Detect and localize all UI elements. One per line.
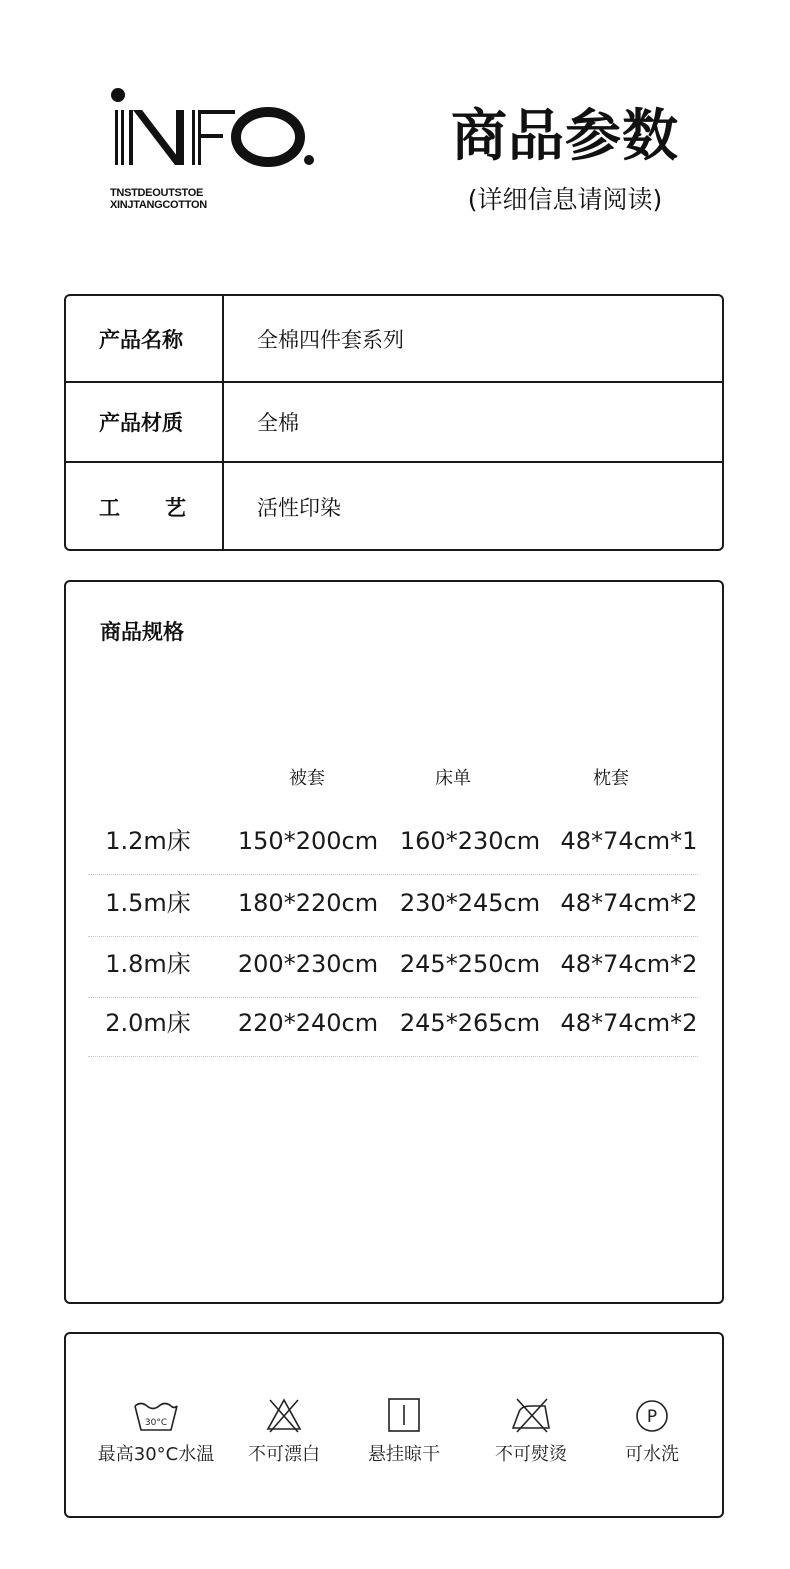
wash-30-icon — [132, 1400, 180, 1434]
p-letter: P — [646, 1407, 658, 1427]
info-value: 全棉 — [257, 411, 299, 435]
info-value: 全棉四件套系列 — [257, 327, 404, 352]
care-label: 悬挂晾干 — [368, 1444, 440, 1465]
spec-duvet: 220*240cm — [237, 1009, 379, 1037]
care-label: 不可漂白 — [248, 1444, 320, 1465]
care-item-washable — [587, 1390, 717, 1466]
wash-temp-text: 30°C — [144, 1418, 168, 1428]
logo-sub-line-2: XINJTANGCOTTON — [110, 199, 207, 211]
care-item-wash — [91, 1390, 221, 1466]
info-row-material — [66, 383, 722, 463]
care-instructions-panel — [64, 1332, 724, 1518]
column-header-sheet: 床单 — [435, 768, 471, 789]
spec-sheet: 245*250cm — [399, 950, 541, 978]
column-header-duvet: 被套 — [289, 768, 325, 789]
spec-pillow: 48*74cm*2 — [560, 1009, 698, 1037]
info-label-part: 艺 — [165, 496, 186, 520]
page-title: 商品参数 — [451, 104, 679, 169]
care-item-no-bleach — [219, 1390, 349, 1466]
column-header-pillow: 枕套 — [593, 768, 629, 789]
spec-row — [88, 814, 698, 875]
info-label-part: 工 — [99, 496, 120, 520]
page-subtitle: (详细信息请阅读) — [467, 185, 663, 214]
logo-subtext — [110, 187, 207, 211]
spec-pillow: 48*74cm*1 — [560, 827, 698, 855]
spec-sheet: 245*265cm — [399, 1009, 541, 1037]
no-bleach-icon — [264, 1396, 304, 1434]
spec-duvet: 180*220cm — [237, 889, 379, 917]
brand-logo — [110, 86, 320, 216]
logo-sub-line-1: TNSTDEOUTSTOE — [110, 187, 204, 199]
care-item-hang-dry — [339, 1390, 469, 1466]
spec-sheet: 160*230cm — [399, 827, 541, 855]
info-logo-mark — [110, 86, 320, 181]
spec-row — [88, 876, 698, 937]
spec-size: 2.0m床 — [105, 1009, 191, 1037]
spec-pillow: 48*74cm*2 — [560, 889, 698, 917]
info-label — [66, 463, 222, 551]
care-item-no-iron — [466, 1390, 596, 1466]
spec-panel — [64, 580, 724, 1304]
info-row-name — [66, 296, 722, 383]
spec-duvet: 200*230cm — [237, 950, 379, 978]
product-info-table — [64, 294, 724, 551]
spec-pillow: 48*74cm*2 — [560, 950, 698, 978]
care-label: 最高30°C水温 — [97, 1444, 215, 1465]
hang-dry-icon — [386, 1396, 422, 1434]
info-label: 产品材质 — [99, 411, 183, 435]
care-label: 不可熨烫 — [495, 1444, 567, 1465]
spec-title: 商品规格 — [100, 620, 184, 644]
spec-row — [88, 996, 698, 1057]
spec-row — [88, 937, 698, 998]
info-value: 活性印染 — [257, 496, 341, 520]
no-iron-icon — [509, 1396, 553, 1434]
spec-size: 1.2m床 — [105, 827, 191, 855]
dry-clean-p-icon — [634, 1398, 670, 1434]
info-row-craft — [66, 463, 722, 551]
care-label: 可水洗 — [625, 1444, 679, 1465]
spec-size: 1.5m床 — [105, 889, 191, 917]
spec-duvet: 150*200cm — [237, 827, 379, 855]
spec-size: 1.8m床 — [105, 950, 191, 978]
spec-sheet: 230*245cm — [399, 889, 541, 917]
info-label: 产品名称 — [99, 327, 183, 352]
